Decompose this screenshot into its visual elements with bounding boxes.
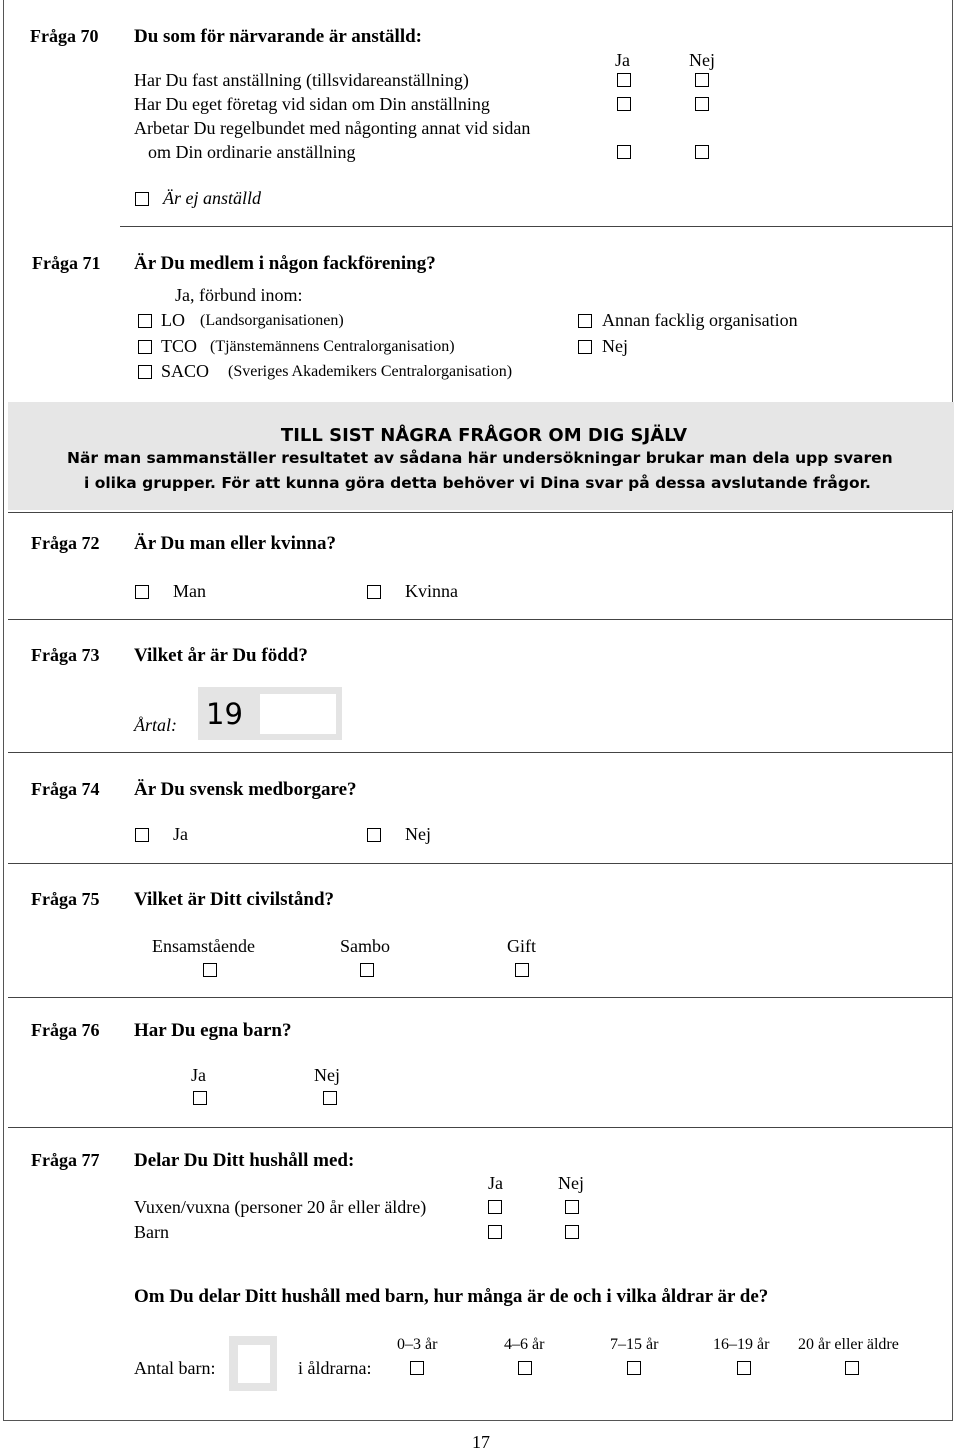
q71-other-label: Annan facklig organisation <box>602 310 798 330</box>
q76-number: Fråga 76 <box>31 1020 100 1040</box>
child-count-input[interactable] <box>238 1345 270 1383</box>
q77-number: Fråga 77 <box>31 1150 100 1170</box>
q70-row1-no-checkbox[interactable] <box>695 73 709 87</box>
q71-intro: Ja, förbund inom: <box>175 285 303 305</box>
q77-age2-label: 4–6 år <box>504 1336 545 1353</box>
q71-tco-checkbox[interactable] <box>138 340 152 354</box>
q75-opt2-checkbox[interactable] <box>360 963 374 977</box>
q72-woman-checkbox[interactable] <box>367 585 381 599</box>
q70-not-employed-checkbox[interactable] <box>135 192 149 206</box>
q77-col-no: Nej <box>558 1173 584 1193</box>
q72-man-label: Man <box>173 581 206 601</box>
q71-tco-fullname: (Tjänstemännens Centralorganisation) <box>210 338 455 355</box>
q71-saco-fullname: (Sveriges Akademikers Centralorganisation) <box>228 363 513 380</box>
q75-opt2-label: Sambo <box>340 936 391 956</box>
q70-number: Fråga 70 <box>30 26 99 46</box>
q71-saco-checkbox[interactable] <box>138 365 152 379</box>
divider <box>8 863 952 864</box>
q71-lo-label: LO <box>161 310 185 330</box>
q70-row2: Har Du eget företag vid sidan om Din anställning <box>134 94 490 114</box>
divider <box>8 997 952 998</box>
q77-count-label: Antal barn: <box>134 1358 216 1378</box>
q77-row2: Barn <box>134 1222 169 1242</box>
q77-row1-no-checkbox[interactable] <box>565 1200 579 1214</box>
divider <box>8 512 952 513</box>
q71-no-checkbox[interactable] <box>578 340 592 354</box>
q77-row2-yes-checkbox[interactable] <box>488 1225 502 1239</box>
q75-opt3-label: Gift <box>507 936 536 956</box>
q73-number: Fråga 73 <box>31 645 100 665</box>
q77-age5-label: 20 år eller äldre <box>798 1336 899 1353</box>
q76-no-label: Nej <box>314 1065 340 1085</box>
q70-not-employed-label: Är ej anställd <box>163 188 261 208</box>
q70-row1: Har Du fast anställning (tillsvidareanställning) <box>134 70 469 90</box>
q70-title: Du som för närvarande är anställd: <box>134 26 423 47</box>
q77-age2-checkbox[interactable] <box>518 1361 532 1375</box>
q70-col-yes: Ja <box>615 50 630 70</box>
q70-row3-yes-checkbox[interactable] <box>617 145 631 159</box>
q77-col-yes: Ja <box>488 1173 503 1193</box>
q77-title: Delar Du Ditt hushåll med: <box>134 1150 355 1171</box>
divider <box>8 752 952 753</box>
q77-age5-checkbox[interactable] <box>845 1361 859 1375</box>
q75-number: Fråga 75 <box>31 889 100 909</box>
q76-title: Har Du egna barn? <box>134 1020 292 1041</box>
q75-opt3-checkbox[interactable] <box>515 963 529 977</box>
q72-title: Är Du man eller kvinna? <box>134 533 336 554</box>
q74-number: Fråga 74 <box>31 779 100 799</box>
q75-opt1-checkbox[interactable] <box>203 963 217 977</box>
q77-row2-no-checkbox[interactable] <box>565 1225 579 1239</box>
q72-woman-label: Kvinna <box>405 581 458 601</box>
q77-ages-label: i åldrarna: <box>298 1358 372 1378</box>
q73-title: Vilket år är Du född? <box>134 645 308 666</box>
q76-yes-label: Ja <box>191 1065 206 1085</box>
year-prefix: 19 <box>206 697 243 731</box>
q70-row1-yes-checkbox[interactable] <box>617 73 631 87</box>
q72-man-checkbox[interactable] <box>135 585 149 599</box>
divider <box>8 1127 952 1128</box>
q75-title: Vilket är Ditt civilstånd? <box>134 889 335 910</box>
q71-saco-label: SACO <box>161 361 210 381</box>
q72-number: Fråga 72 <box>31 533 100 553</box>
q76-no-checkbox[interactable] <box>323 1091 337 1105</box>
q70-row2-no-checkbox[interactable] <box>695 97 709 111</box>
q70-row3-no-checkbox[interactable] <box>695 145 709 159</box>
q77-age1-label: 0–3 år <box>397 1336 438 1353</box>
banner-line1: När man sammanställer resultatet av sådana här undersökningar brukar man dela upp svaren <box>67 449 893 467</box>
q74-title: Är Du svensk medborgare? <box>134 779 357 800</box>
year-input[interactable] <box>260 694 336 734</box>
page-number: 17 <box>472 1432 490 1452</box>
q75-opt1-label: Ensamstående <box>152 936 255 956</box>
q71-title: Är Du medlem i någon fackförening? <box>134 253 436 274</box>
q71-other-checkbox[interactable] <box>578 314 592 328</box>
q73-year-label: Årtal: <box>134 715 177 735</box>
q70-row3a: Arbetar Du regelbundet med någonting annat vid sidan <box>134 118 531 138</box>
q77-age4-checkbox[interactable] <box>737 1361 751 1375</box>
q70-row3b: om Din ordinarie anställning <box>148 142 356 162</box>
q76-yes-checkbox[interactable] <box>193 1091 207 1105</box>
q77-age4-label: 16–19 år <box>713 1336 770 1353</box>
divider <box>8 619 952 620</box>
q77-age3-checkbox[interactable] <box>627 1361 641 1375</box>
q71-tco-label: TCO <box>161 336 197 356</box>
q74-yes-label: Ja <box>173 824 188 844</box>
q70-col-no: Nej <box>689 50 715 70</box>
q71-number: Fråga 71 <box>32 253 101 273</box>
q71-no-label: Nej <box>602 336 628 356</box>
divider <box>120 226 952 227</box>
q71-lo-fullname: (Landsorganisationen) <box>200 312 344 329</box>
banner-heading: TILL SIST NÅGRA FRÅGOR OM DIG SJÄLV <box>280 425 688 446</box>
q77-followup: Om Du delar Ditt hushåll med barn, hur många är de och i vilka åldrar är de? <box>134 1286 769 1307</box>
q70-row2-yes-checkbox[interactable] <box>617 97 631 111</box>
banner-line2: i olika grupper. För att kunna göra detta behöver vi Dina svar på dessa avslutande frågor. <box>84 474 871 492</box>
q71-lo-checkbox[interactable] <box>138 314 152 328</box>
q77-age1-checkbox[interactable] <box>410 1361 424 1375</box>
q77-row1-yes-checkbox[interactable] <box>488 1200 502 1214</box>
q77-row1: Vuxen/vuxna (personer 20 år eller äldre) <box>134 1197 427 1217</box>
q77-age3-label: 7–15 år <box>610 1336 659 1353</box>
q74-yes-checkbox[interactable] <box>135 828 149 842</box>
q74-no-label: Nej <box>405 824 431 844</box>
q74-no-checkbox[interactable] <box>367 828 381 842</box>
